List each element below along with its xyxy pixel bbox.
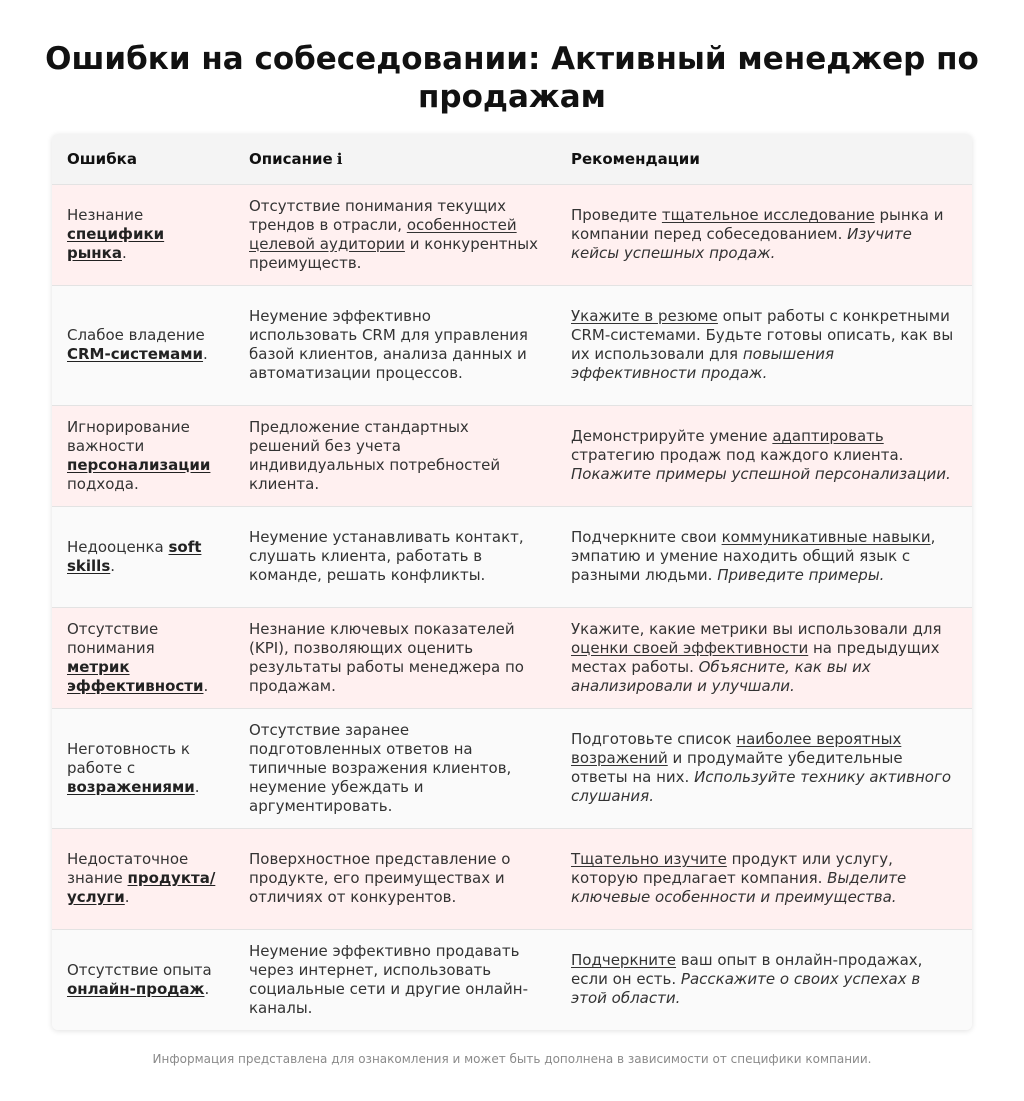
recommendation-text-mid: ваш опыт в онлайн-продажах, если он есть. (571, 951, 923, 989)
cell-description (234, 708, 556, 828)
error-text: Игнорирование важности (67, 417, 190, 455)
recommendation-text-mid: опыт работы с конкретными CRM-системами. Будьте готовы описать, как вы их использовали для (571, 307, 954, 363)
description-link[interactable]: особенностей целевой аудитории (249, 215, 517, 253)
error-text-end: . (194, 777, 200, 796)
recommendation-emphasis: Приведите примеры. (717, 566, 885, 584)
recommendation-emphasis: Выделите ключевые особенности и преимущества. (571, 869, 907, 906)
error-keyword: онлайн-продаж (67, 979, 205, 998)
cell-error (52, 708, 234, 828)
recommendation-text-mid: и продумайте убедительные ответы на них. (571, 749, 903, 786)
header-recommendations: Рекомендации (571, 149, 700, 168)
error-text: Отсутствие понимания (67, 619, 159, 657)
recommendation-text-mid: на предыдущих местах работы. (571, 638, 940, 676)
recommendation-emphasis: повышения эффективности продаж. (571, 345, 835, 382)
error-text-end: . (121, 244, 127, 262)
recommendation-emphasis: Объясните, как вы их анализировали и улучшали. (571, 657, 871, 695)
recommendation-text: Проведите (571, 206, 662, 224)
error-text-end: . (203, 676, 209, 695)
recommendation-text: Подготовьте список (571, 730, 737, 748)
error-text: Недостаточное знание (67, 850, 189, 887)
cell-error (52, 607, 234, 708)
recommendation-text-mid: рынка и компании перед собеседованием. (571, 206, 944, 243)
cell-recommendation (556, 506, 972, 607)
table-row (52, 506, 972, 607)
error-keyword: возражениями (67, 777, 195, 796)
table-row (52, 285, 972, 405)
cell-recommendation (556, 607, 972, 708)
error-text: Отсутствие опыта (67, 960, 212, 979)
recommendation-emphasis: Расскажите о своих успехах в этой области. (571, 970, 921, 1008)
error-keyword: персонализации (67, 455, 211, 474)
description-text: Поверхностное представление о продукте, его преимуществах и отличиях от конкурентов. (249, 850, 511, 906)
cell-description (234, 285, 556, 405)
error-text: Неготовность к работе с (67, 739, 190, 777)
recommendation-emphasis: Изучите кейсы успешных продаж. (571, 225, 912, 262)
recommendation-link[interactable]: Подчеркните (571, 951, 677, 970)
cell-error (52, 828, 234, 929)
error-keyword: продукта/ услуги (67, 869, 216, 906)
error-text: Слабое владение (67, 326, 205, 344)
cell-description (234, 929, 556, 1030)
cell-recommendation (556, 184, 972, 285)
recommendation-text: Подчеркните свои (571, 528, 722, 546)
error-text: Незнание (67, 206, 144, 224)
cell-recommendation (556, 708, 972, 828)
cell-recommendation (556, 285, 972, 405)
cell-description (234, 828, 556, 929)
table-row (52, 929, 972, 1030)
recommendation-link[interactable]: коммуникативные навыки (721, 528, 931, 546)
recommendation-text-mid: продукт или услугу, которую предлагает компания. (571, 850, 893, 887)
recommendation-link[interactable]: тщательное исследование (661, 206, 875, 224)
error-keyword: soft skills (67, 537, 202, 575)
description-text: Неумение эффективно использовать CRM для управления базой клиентов, анализа данных и автоматизации процессов. (249, 307, 528, 382)
cell-error (52, 285, 234, 405)
cell-error (52, 405, 234, 506)
error-keyword: CRM-системами (67, 345, 204, 363)
error-text-end: подхода. (67, 474, 139, 493)
header-description: Описание ℹ (249, 149, 343, 168)
cell-error (52, 929, 234, 1030)
table-row (52, 184, 972, 285)
page-title: Ошибки на собеседовании: Активный менеджер по продажам (45, 41, 979, 115)
interview-mistakes-table-card (52, 134, 972, 1030)
cell-description (234, 506, 556, 607)
description-text: Отсутствие заранее подготовленных ответов на типичные возражения клиентов, неумение убеждать и аргументировать. (249, 720, 512, 815)
table-row (52, 405, 972, 506)
error-keyword: метрик эффективности (67, 657, 204, 695)
table-row (52, 828, 972, 929)
error-keyword: специфики рынка (67, 225, 165, 262)
table-row (52, 708, 972, 828)
header-error: Ошибка (67, 149, 137, 168)
cell-error (52, 184, 234, 285)
interview-mistakes-table (52, 134, 972, 1030)
recommendation-emphasis: Используйте технику активного слушания. (571, 768, 952, 805)
recommendation-text: Укажите, какие метрики вы использовали для (571, 619, 942, 638)
recommendation-text-mid: , эмпатию и умение находить общий язык с разными людьми. (571, 528, 936, 584)
description-text: Незнание ключевых показателей (KPI), позволяющих оценить результаты работы менеджера по продажам. (249, 619, 524, 695)
cell-description (234, 405, 556, 506)
description-text: Отсутствие понимания текущих трендов в отрасли, (249, 196, 507, 234)
error-text-end: . (124, 888, 130, 906)
cell-description (234, 184, 556, 285)
error-text-end: . (203, 345, 208, 363)
cell-recommendation (556, 929, 972, 1030)
footer-note: Информация представлена для ознакомления и может быть дополнена в зависимости от специфики компании. (152, 1052, 872, 1066)
table-row (52, 607, 972, 708)
recommendation-text-mid: стратегию продаж под каждого клиента. (571, 446, 904, 464)
cell-recommendation (556, 405, 972, 506)
recommendation-link[interactable]: наиболее вероятных возражений (571, 730, 902, 767)
description-text: Предложение стандартных решений без учета индивидуальных потребностей клиента. (249, 417, 501, 493)
description-text-end: и конкурентных преимуществ. (249, 234, 539, 272)
recommendation-link[interactable]: Укажите в резюме (571, 307, 718, 325)
description-text: Неумение устанавливать контакт, слушать клиента, работать в команде, решать конфликты. (249, 528, 524, 584)
recommendation-link[interactable]: оценки своей эффективности (571, 638, 809, 657)
error-text-end: . (110, 556, 116, 575)
description-text: Неумение эффективно продавать через интернет, использовать социальные сети и другие онлайн-каналы. (249, 941, 529, 1017)
info-icon[interactable]: ℹ (336, 149, 343, 168)
error-text-end: . (204, 979, 210, 998)
cell-recommendation (556, 828, 972, 929)
error-text: Недооценка (67, 537, 169, 556)
cell-description (234, 607, 556, 708)
recommendation-link[interactable]: адаптировать (772, 427, 884, 445)
cell-error (52, 506, 234, 607)
recommendation-text: Демонстрируйте умение (571, 427, 773, 445)
recommendation-link[interactable]: Тщательно изучите (571, 850, 727, 868)
table-header-row (52, 134, 972, 184)
recommendation-emphasis: Покажите примеры успешной персонализации. (571, 465, 951, 483)
